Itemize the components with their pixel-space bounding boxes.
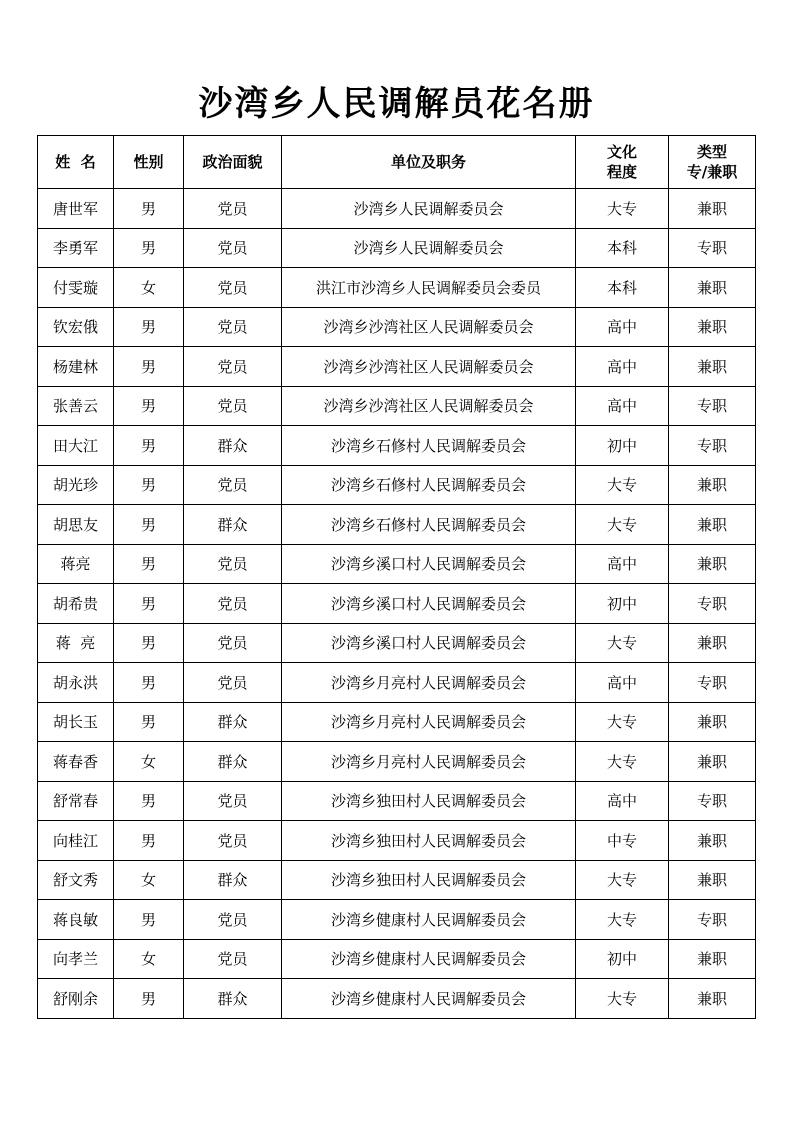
- cell-political: 党员: [184, 465, 282, 505]
- cell-name: 田大江: [38, 426, 114, 466]
- mediator-roster-table: [37, 135, 756, 1019]
- header-unit: 单位及职务: [282, 136, 576, 189]
- cell-education: 高中: [576, 307, 669, 347]
- cell-education: 大专: [576, 742, 669, 782]
- cell-gender: 男: [114, 505, 184, 545]
- cell-type: 兼职: [669, 623, 756, 663]
- cell-name: 张善云: [38, 386, 114, 426]
- cell-political: 党员: [184, 623, 282, 663]
- cell-political: 党员: [184, 347, 282, 387]
- table-body: [38, 189, 756, 1019]
- cell-political: 党员: [184, 307, 282, 347]
- header-education-line2: 程度: [606, 163, 637, 181]
- cell-gender: 男: [114, 821, 184, 861]
- cell-gender: 男: [114, 189, 184, 229]
- cell-unit: 沙湾乡独田村人民调解委员会: [282, 860, 576, 900]
- table-row: [38, 584, 756, 624]
- cell-name: 胡永洪: [38, 663, 114, 703]
- cell-education: 大专: [576, 979, 669, 1019]
- cell-unit: 沙湾乡沙湾社区人民调解委员会: [282, 386, 576, 426]
- cell-gender: 男: [114, 663, 184, 703]
- cell-gender: 男: [114, 900, 184, 940]
- cell-type: 兼职: [669, 979, 756, 1019]
- cell-education: 高中: [576, 781, 669, 821]
- table-row: [38, 663, 756, 703]
- cell-unit: 沙湾乡石修村人民调解委员会: [282, 465, 576, 505]
- table-row: [38, 742, 756, 782]
- cell-unit: 沙湾乡溪口村人民调解委员会: [282, 584, 576, 624]
- cell-gender: 男: [114, 623, 184, 663]
- cell-unit: 沙湾乡月亮村人民调解委员会: [282, 663, 576, 703]
- table-row: [38, 307, 756, 347]
- cell-name: 向孝兰: [38, 939, 114, 979]
- cell-political: 党员: [184, 189, 282, 229]
- cell-name: 唐世军: [38, 189, 114, 229]
- table-row: [38, 821, 756, 861]
- cell-name: 胡长玉: [38, 702, 114, 742]
- cell-education: 初中: [576, 939, 669, 979]
- cell-education: 大专: [576, 860, 669, 900]
- cell-name: 舒常春: [38, 781, 114, 821]
- cell-type: 兼职: [669, 742, 756, 782]
- cell-name: 胡希贵: [38, 584, 114, 624]
- header-type-line1: 类型: [696, 143, 727, 161]
- cell-unit: 沙湾乡健康村人民调解委员会: [282, 979, 576, 1019]
- cell-name: 蒋亮: [38, 544, 114, 584]
- cell-name: 胡思友: [38, 505, 114, 545]
- cell-type: 兼职: [669, 702, 756, 742]
- cell-political: 党员: [184, 228, 282, 268]
- cell-gender: 男: [114, 584, 184, 624]
- table-row: [38, 386, 756, 426]
- cell-education: 高中: [576, 544, 669, 584]
- cell-education: 大专: [576, 189, 669, 229]
- cell-political: 党员: [184, 663, 282, 703]
- cell-type: 专职: [669, 228, 756, 268]
- cell-gender: 女: [114, 742, 184, 782]
- table-row: [38, 939, 756, 979]
- cell-political: 党员: [184, 268, 282, 308]
- cell-political: 党员: [184, 781, 282, 821]
- table-row: [38, 189, 756, 229]
- table-row: [38, 900, 756, 940]
- cell-unit: 沙湾乡沙湾社区人民调解委员会: [282, 347, 576, 387]
- cell-gender: 男: [114, 386, 184, 426]
- cell-unit: 沙湾乡沙湾社区人民调解委员会: [282, 307, 576, 347]
- header-gender: 性别: [114, 136, 184, 189]
- cell-type: 专职: [669, 584, 756, 624]
- table-header-row: [38, 136, 756, 189]
- cell-political: 党员: [184, 939, 282, 979]
- cell-education: 高中: [576, 347, 669, 387]
- cell-education: 初中: [576, 426, 669, 466]
- cell-unit: 洪江市沙湾乡人民调解委员会委员: [282, 268, 576, 308]
- cell-gender: 男: [114, 979, 184, 1019]
- cell-unit: 沙湾乡健康村人民调解委员会: [282, 939, 576, 979]
- cell-political: 党员: [184, 821, 282, 861]
- cell-type: 兼职: [669, 189, 756, 229]
- cell-education: 大专: [576, 702, 669, 742]
- cell-type: 兼职: [669, 347, 756, 387]
- cell-political: 群众: [184, 742, 282, 782]
- cell-education: 大专: [576, 623, 669, 663]
- cell-political: 党员: [184, 386, 282, 426]
- table-row: [38, 623, 756, 663]
- cell-gender: 男: [114, 781, 184, 821]
- cell-education: 初中: [576, 584, 669, 624]
- cell-type: 专职: [669, 386, 756, 426]
- cell-political: 群众: [184, 505, 282, 545]
- cell-gender: 男: [114, 347, 184, 387]
- cell-political: 党员: [184, 900, 282, 940]
- cell-political: 党员: [184, 584, 282, 624]
- cell-unit: 沙湾乡石修村人民调解委员会: [282, 505, 576, 545]
- header-name: 姓 名: [38, 136, 114, 189]
- cell-unit: 沙湾乡人民调解委员会: [282, 228, 576, 268]
- cell-education: 本科: [576, 228, 669, 268]
- cell-unit: 沙湾乡溪口村人民调解委员会: [282, 623, 576, 663]
- cell-unit: 沙湾乡独田村人民调解委员会: [282, 821, 576, 861]
- cell-education: 大专: [576, 505, 669, 545]
- cell-unit: 沙湾乡月亮村人民调解委员会: [282, 742, 576, 782]
- cell-education: 中专: [576, 821, 669, 861]
- cell-type: 兼职: [669, 307, 756, 347]
- cell-name: 胡光珍: [38, 465, 114, 505]
- cell-name: 钦宏俄: [38, 307, 114, 347]
- cell-type: 兼职: [669, 860, 756, 900]
- cell-type: 兼职: [669, 465, 756, 505]
- page-title: 沙湾乡人民调解员花名册: [198, 84, 595, 124]
- header-type: [669, 136, 756, 189]
- cell-name: 蒋 亮: [38, 623, 114, 663]
- cell-gender: 男: [114, 465, 184, 505]
- cell-education: 本科: [576, 268, 669, 308]
- table-row: [38, 228, 756, 268]
- cell-type: 兼职: [669, 505, 756, 545]
- cell-political: 群众: [184, 979, 282, 1019]
- cell-political: 党员: [184, 544, 282, 584]
- cell-gender: 男: [114, 702, 184, 742]
- cell-type: 兼职: [669, 821, 756, 861]
- cell-name: 付雯璇: [38, 268, 114, 308]
- cell-political: 群众: [184, 860, 282, 900]
- cell-type: 兼职: [669, 544, 756, 584]
- cell-name: 蒋春香: [38, 742, 114, 782]
- cell-type: 专职: [669, 781, 756, 821]
- cell-education: 大专: [576, 465, 669, 505]
- cell-type: 专职: [669, 900, 756, 940]
- cell-name: 蒋良敏: [38, 900, 114, 940]
- cell-gender: 女: [114, 860, 184, 900]
- cell-education: 高中: [576, 386, 669, 426]
- cell-type: 专职: [669, 426, 756, 466]
- header-political: 政治面貌: [184, 136, 282, 189]
- cell-gender: 男: [114, 426, 184, 466]
- cell-gender: 女: [114, 939, 184, 979]
- table-row: [38, 860, 756, 900]
- table-row: [38, 505, 756, 545]
- table-row: [38, 268, 756, 308]
- cell-name: 舒文秀: [38, 860, 114, 900]
- cell-gender: 男: [114, 544, 184, 584]
- cell-unit: 沙湾乡健康村人民调解委员会: [282, 900, 576, 940]
- cell-unit: 沙湾乡月亮村人民调解委员会: [282, 702, 576, 742]
- cell-unit: 沙湾乡人民调解委员会: [282, 189, 576, 229]
- table-row: [38, 781, 756, 821]
- cell-unit: 沙湾乡独田村人民调解委员会: [282, 781, 576, 821]
- cell-unit: 沙湾乡石修村人民调解委员会: [282, 426, 576, 466]
- table-row: [38, 426, 756, 466]
- cell-type: 兼职: [669, 268, 756, 308]
- cell-unit: 沙湾乡溪口村人民调解委员会: [282, 544, 576, 584]
- cell-gender: 男: [114, 307, 184, 347]
- cell-type: 兼职: [669, 939, 756, 979]
- cell-name: 向桂江: [38, 821, 114, 861]
- cell-gender: 女: [114, 268, 184, 308]
- cell-name: 李勇军: [38, 228, 114, 268]
- cell-education: 高中: [576, 663, 669, 703]
- table-row: [38, 347, 756, 387]
- header-education: [576, 136, 669, 189]
- cell-political: 群众: [184, 702, 282, 742]
- table-row: [38, 702, 756, 742]
- table-row: [38, 544, 756, 584]
- cell-type: 专职: [669, 663, 756, 703]
- header-type-line2: 专/兼职: [686, 163, 738, 181]
- table-row: [38, 465, 756, 505]
- cell-education: 大专: [576, 900, 669, 940]
- table-row: [38, 979, 756, 1019]
- cell-political: 群众: [184, 426, 282, 466]
- cell-name: 舒刚余: [38, 979, 114, 1019]
- cell-gender: 男: [114, 228, 184, 268]
- cell-name: 杨建林: [38, 347, 114, 387]
- header-education-line1: 文化: [606, 143, 637, 161]
